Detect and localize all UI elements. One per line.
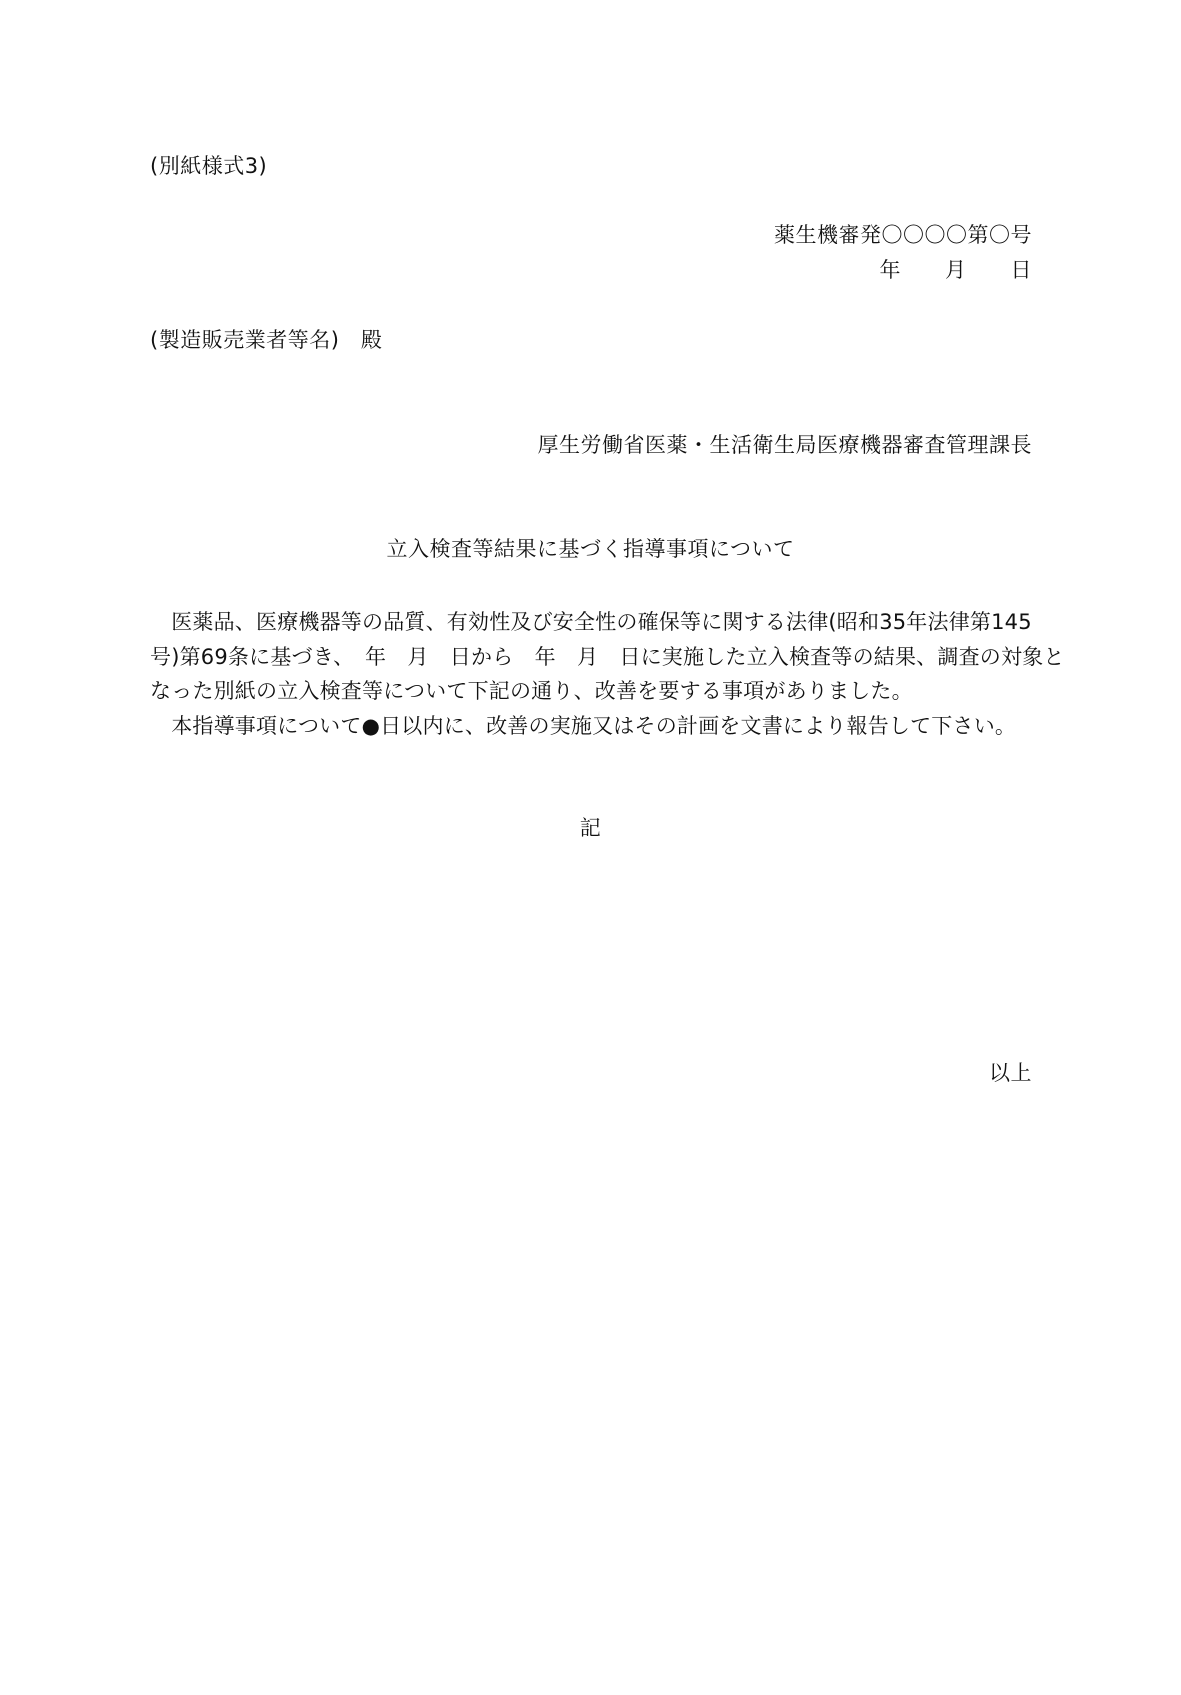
document-subject: 立入検査等結果に基づく指導事項について <box>386 537 795 561</box>
body-line: 号)第69条に基づき、 年 月 日から 年 月 日に実施した立入検査等の結果、調査の対象と <box>150 644 1065 669</box>
ijou-closing: 以上 <box>989 1061 1032 1085</box>
date-day-label: 日 <box>1010 258 1032 282</box>
body-text <box>150 605 1065 743</box>
sender: 厚生労働省医薬・生活衛生局医療機器審査管理課長 <box>537 433 1032 457</box>
body-line: 本指導事項について●日以内に、改善の実施又はその計画を文書により報告して下さい。 <box>150 713 1017 738</box>
date-year-label: 年 <box>879 258 901 282</box>
body-line: 医薬品、医療機器等の品質、有効性及び安全性の確保等に関する法律(昭和35年法律第145 <box>150 610 1032 634</box>
body-line: なった別紙の立入検査等について下記の通り、改善を要する事項がありました。 <box>150 679 913 703</box>
addressee: (製造販売業者等名) 殿 <box>150 328 383 352</box>
date-month-label: 月 <box>945 258 967 282</box>
document-date <box>880 257 1033 283</box>
form-label: (別紙様式3) <box>150 154 268 178</box>
ki-heading: 記 <box>579 816 602 840</box>
document-number: 薬生機審発〇〇〇〇第〇号 <box>774 223 1032 247</box>
